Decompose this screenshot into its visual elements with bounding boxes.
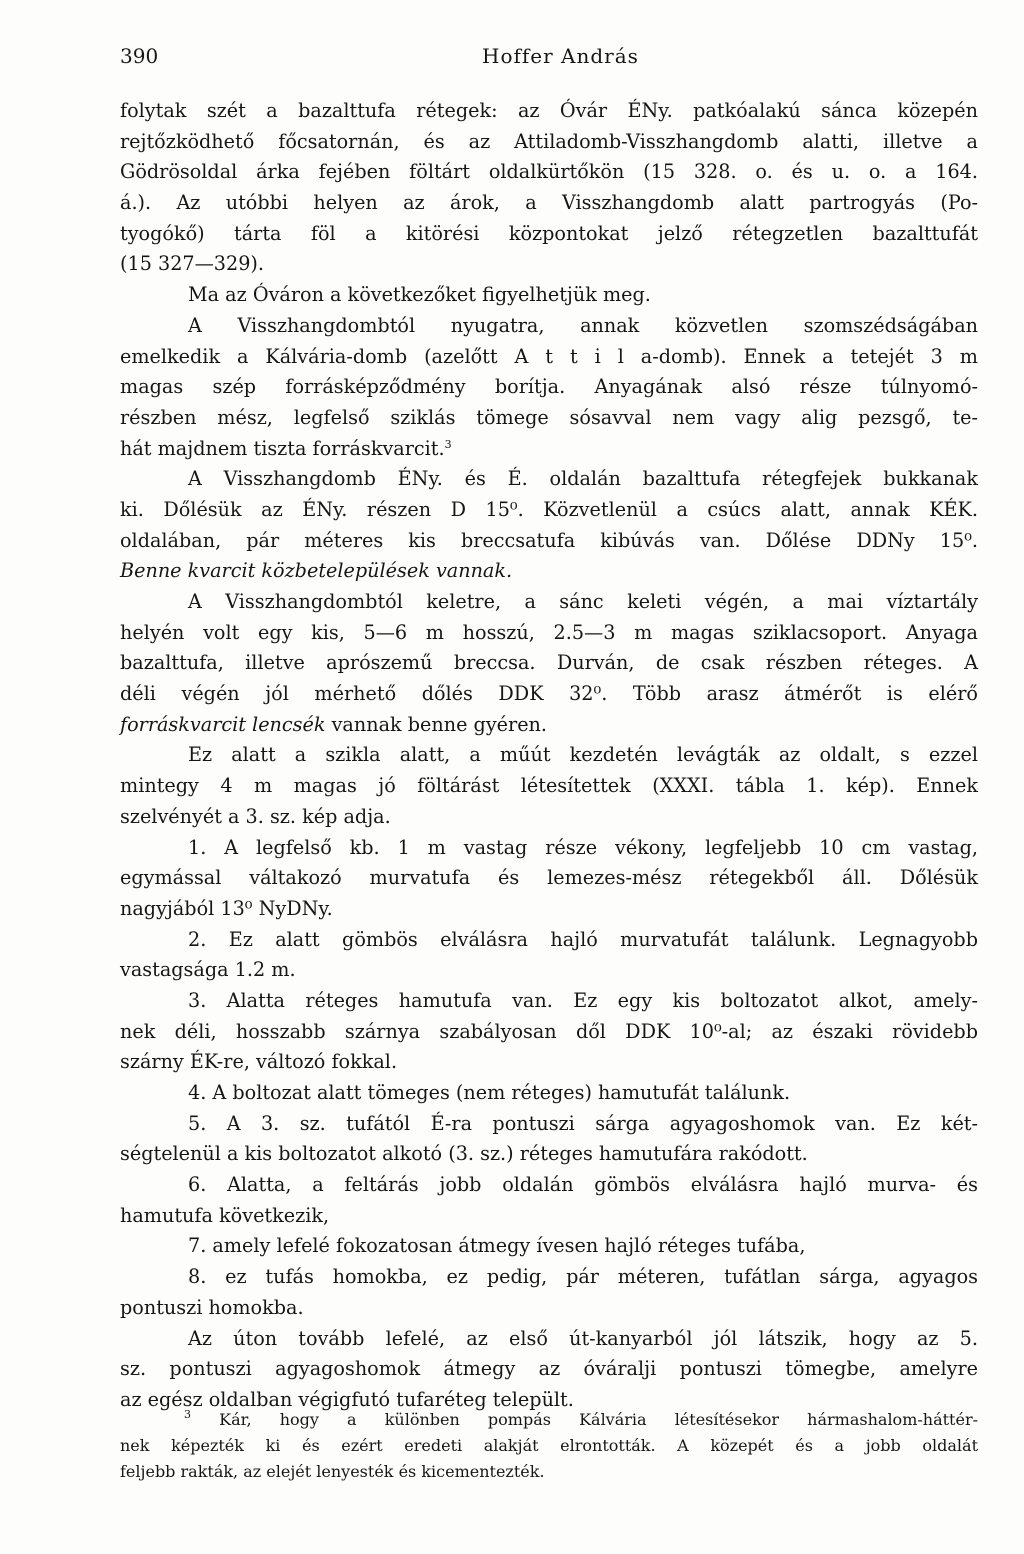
text-line: hamutufa következik,: [120, 1203, 330, 1227]
text-line: 3. Alatta réteges hamutufa van. Ez egy kis boltozatot alkot, amely-: [188, 988, 978, 1012]
text-line: nagyjából 13⁰ NyDNy.: [120, 896, 333, 920]
text-line: nek déli, hosszabb szárnya szabályosan dől DDK 10⁰-al; az északi rövidebb: [120, 1019, 978, 1043]
footnote-line: nek képezték ki és ezért eredeti alakját elrontották. A közepét és a jobb oldalát: [120, 1436, 978, 1455]
text-line: Az úton tovább lefelé, az első út-kanyarból jól látszik, hogy az 5.: [188, 1326, 978, 1350]
text-line: ki. Dőlésük az ÉNy. részen D 15⁰. Közvetlenül a csúcs alatt, annak KÉK.: [120, 497, 978, 521]
text-fragment: hát majdnem tiszta forráskvarcit.: [120, 436, 445, 460]
footnote-block: [120, 1407, 978, 1485]
text-line: magas szép forrásképződmény borítja. Anyagának alsó része túlnyomó-: [120, 375, 978, 399]
text-line: (15 327—329).: [120, 252, 265, 276]
text-line: részben mész, legfelső sziklás tömege sósavval nem vagy alig pezsgő, te-: [120, 405, 978, 429]
text-line: á.). Az utóbbi helyen az árok, a Visszhangdomb alatt partrogyás (Po-: [120, 191, 978, 215]
text-line: pontuszi homokba.: [120, 1295, 304, 1319]
text-line: szárny ÉK-re, változó fokkal.: [120, 1050, 398, 1074]
footnote-marker: 3: [184, 1408, 191, 1421]
text-line: 7. amely lefelé fokozatosan átmegy ívesen hajló réteges tufába,: [188, 1234, 806, 1258]
text-line: oldalában, pár méteres kis breccsatufa kibúvás van. Dőlése DDNy 15⁰.: [120, 528, 978, 552]
text-line: rejtőzködhető főcsatornán, és az Attiladomb-Visszhangdomb alatti, illetve a: [120, 129, 978, 153]
footnote-line: [120, 1407, 978, 1433]
text-line: helyén volt egy kis, 5—6 m hosszú, 2.5—3 m magas sziklacsoport. Anyaga: [120, 620, 978, 644]
text-line: [120, 434, 978, 465]
footnote-reference: 3: [444, 437, 452, 451]
text-line: tyogókő) tárta föl a kitörési központokat jelző rétegzetlen bazalttufát: [120, 221, 978, 245]
text-line: A Visszhangdombtól nyugatra, annak közvetlen szomszédságában: [188, 313, 978, 337]
text-line-italic: Benne kvarcit közbetelepülések vannak.: [120, 559, 513, 583]
text-line: 8. ez tufás homokba, ez pedig, pár méteren, tufátlan sárga, agyagos: [188, 1265, 978, 1289]
text-line: mintegy 4 m magas jó föltárást létesítettek (XXXI. tábla 1. kép). Ennek: [120, 774, 978, 798]
italic-term: forráskvarcit lencsék: [120, 712, 326, 736]
running-head-author: Hoffer András: [482, 44, 639, 68]
text-line: 2. Ez alatt gömbös elválásra hajló murvatufát találunk. Legnagyobb: [188, 927, 978, 951]
text-line: az egész oldalban végigfutó tufaréteg települt.: [120, 1387, 574, 1411]
text-fragment: vannak benne gyéren.: [325, 712, 548, 736]
text-line: folytak szét a bazalttufa rétegek: az Óvár ÉNy. patkóalakú sánca közepén: [120, 99, 978, 122]
text-line: Gödrösoldal árka fejében föltárt oldalkürtőkön (15 328. o. és u. o. a 164.: [120, 160, 978, 184]
text-line: 5. A 3. sz. tufától É-ra pontuszi sárga agyagoshomok van. Ez két-: [188, 1111, 978, 1135]
page-header: [120, 44, 978, 72]
page-number: 390: [120, 44, 159, 68]
text-line: A Visszhangdomb ÉNy. és É. oldalán bazalttufa rétegfejek bukkanak: [188, 467, 978, 491]
text-line: Ez alatt a szikla alatt, a műút kezdetén levágták az oldalt, s ezzel: [188, 743, 978, 767]
text-line: Ma az Óváron a következőket figyelhetjük meg.: [188, 283, 651, 307]
text-line: 4. A boltozat alatt tömeges (nem réteges) hamutufát találunk.: [188, 1081, 791, 1104]
footnote-line: feljebb rakták, az elejét lenyesték és kicementezték.: [120, 1462, 545, 1481]
text-line: egymással váltakozó murvatufa és lemezes-mész rétegekből áll. Dőlésük: [120, 866, 978, 890]
text-line: vastagsága 1.2 m.: [120, 958, 296, 982]
body-text: [120, 96, 978, 1416]
text-line: bazalttufa, illetve aprószemű breccsa. Durván, de csak részben réteges. A: [120, 651, 978, 675]
text-line: 6. Alatta, a feltárás jobb oldalán gömbös elválásra hajló murva- és: [188, 1173, 978, 1197]
text-line: emelkedik a Kálvária-domb (azelőtt A t t i l a-domb). Ennek a tetejét 3 m: [120, 344, 978, 368]
text-line: szelvényét a 3. sz. kép adja.: [120, 804, 391, 828]
text-line: déli végén jól mérhető dőlés DDK 32⁰. Több arasz átmérőt is elérő: [120, 682, 978, 706]
text-line: sz. pontuszi agyagoshomok átmegy az óváralji pontuszi tömegbe, amelyre: [120, 1357, 978, 1381]
text-line: 1. A legfelső kb. 1 m vastag része vékony, legfeljebb 10 cm vastag,: [188, 835, 978, 859]
footnote-text: Kár, hogy a különben pompás Kálvária létesítésekor hármashalom-háttér-: [219, 1410, 978, 1429]
text-line: A Visszhangdombtól keletre, a sánc keleti végén, a mai víztartály: [188, 590, 978, 613]
text-line: ségtelenül a kis boltozatot alkotó (3. sz.) réteges hamutufára rakódott.: [120, 1142, 808, 1166]
text-line: [120, 710, 978, 741]
